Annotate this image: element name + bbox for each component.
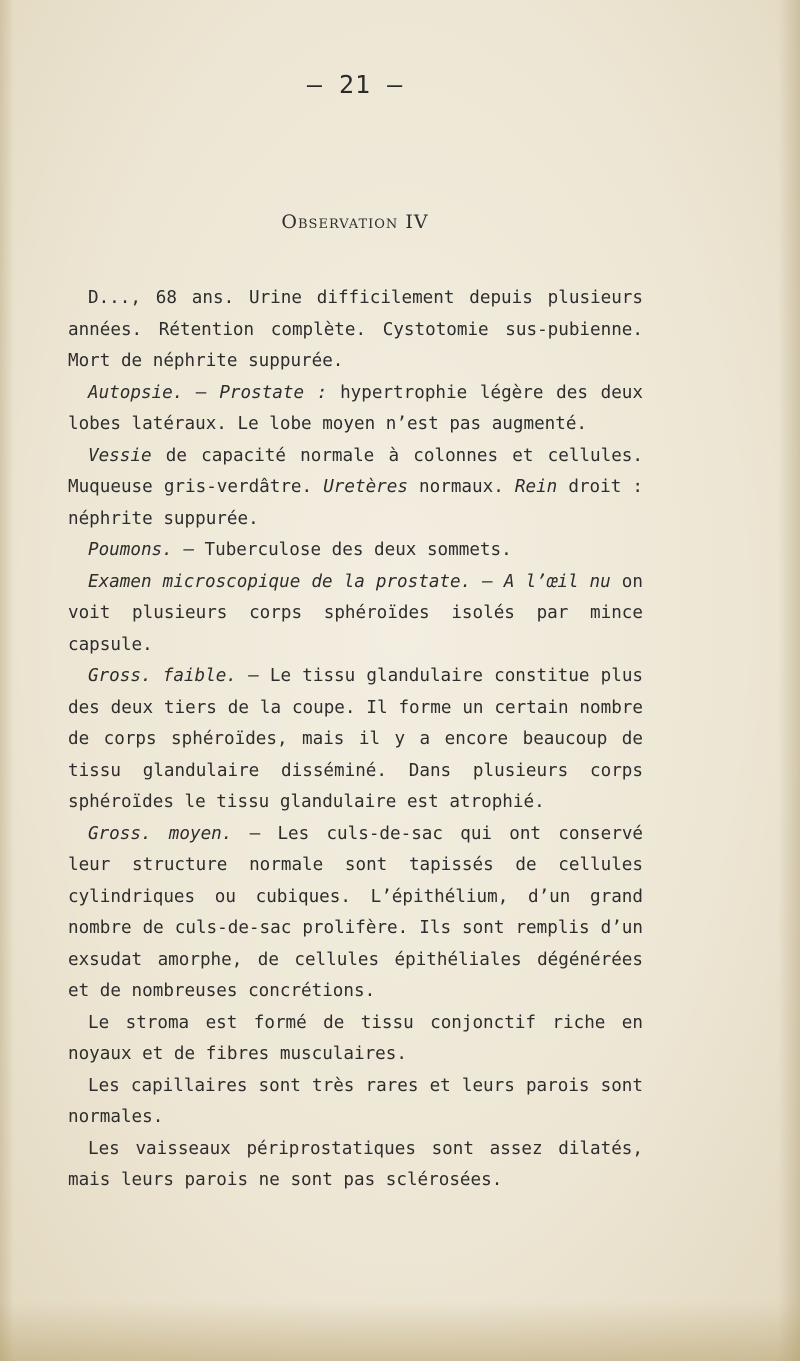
italic-text: Rein — [514, 477, 558, 497]
paragraph-text: de capacité normale à colonnes et cellules. Muqueuse gris-verdâtre. — [68, 445, 643, 497]
paragraph — [68, 1071, 643, 1134]
page-number: — 21 — — [306, 70, 404, 99]
paragraph-text: droit : néphrite suppurée. — [68, 477, 643, 529]
italic-text: Poumons. — [88, 540, 173, 560]
observation-title: Observation IV — [281, 211, 429, 233]
paragraph — [68, 283, 643, 378]
paragraph — [68, 661, 643, 819]
page-bottom-stain — [0, 1301, 800, 1361]
italic-text: Gross. moyen. — [88, 823, 233, 844]
paragraph — [68, 819, 643, 1008]
italic-text: Gross. faible. — [88, 666, 237, 686]
paragraph — [68, 441, 643, 536]
paragraph-text: Les vaisseaux périprostatiques sont assez dilatés, mais leurs parois ne sont pas sclérosées. — [68, 1138, 643, 1190]
paragraph — [68, 1134, 643, 1197]
italic-text: Examen microscopique de la prostate. — A l’œil nu — [88, 571, 611, 592]
paragraph — [68, 378, 643, 441]
paragraph-text: Les capillaires sont très rares et leurs parois sont normales. — [68, 1075, 643, 1127]
page-right-shadow — [778, 0, 800, 1361]
italic-text: Autopsie. — Prostate : — [88, 382, 328, 403]
paragraph — [68, 1008, 643, 1071]
paragraph-text: on voit plusieurs corps sphéroïdes isolés par mince capsule. — [68, 571, 643, 655]
paragraph — [68, 535, 643, 567]
observation-body — [68, 283, 643, 1197]
paragraph-text: hypertrophie légère des deux lobes latéraux. Le lobe moyen n’est pas augmenté. — [68, 382, 643, 434]
paragraph-text: Le stroma est formé de tissu conjonctif riche en noyaux et de fibres musculaires. — [68, 1012, 643, 1064]
paragraph-text: — Tuberculose des deux sommets. — [172, 540, 512, 560]
page-left-shadow — [0, 0, 14, 1361]
paragraph-text: — Les culs-de-sac qui ont conservé leur structure normale sont tapissés de cellules cylindriques ou cubiques. L’épithélium, d’un grand nombre de culs-de-sac prolifère. Ils sont remplis d’un exsudat amorphe, de cellules épithéliales dégénérées et de nombreuses concrétions. — [68, 823, 644, 1001]
paragraph-text: D..., 68 ans. Urine difficilement depuis plusieurs années. Rétention complète. Cystotomie sus-pubienne. Mort de néphrite suppurée. — [68, 288, 643, 371]
paragraph-text: normaux. — [407, 477, 515, 497]
italic-text: Vessie — [88, 445, 152, 466]
paragraph — [68, 567, 643, 662]
paragraph-text: — Le tissu glandulaire constitue plus des deux tiers de la coupe. Il forme un certain nombre de corps sphéroïdes, mais il y a encore beaucoup de tissu glandulaire disséminé. Dans plusieurs corps sphéroïdes le tissu glandulaire est atrophié. — [68, 666, 644, 812]
italic-text: Uretères — [323, 477, 408, 497]
